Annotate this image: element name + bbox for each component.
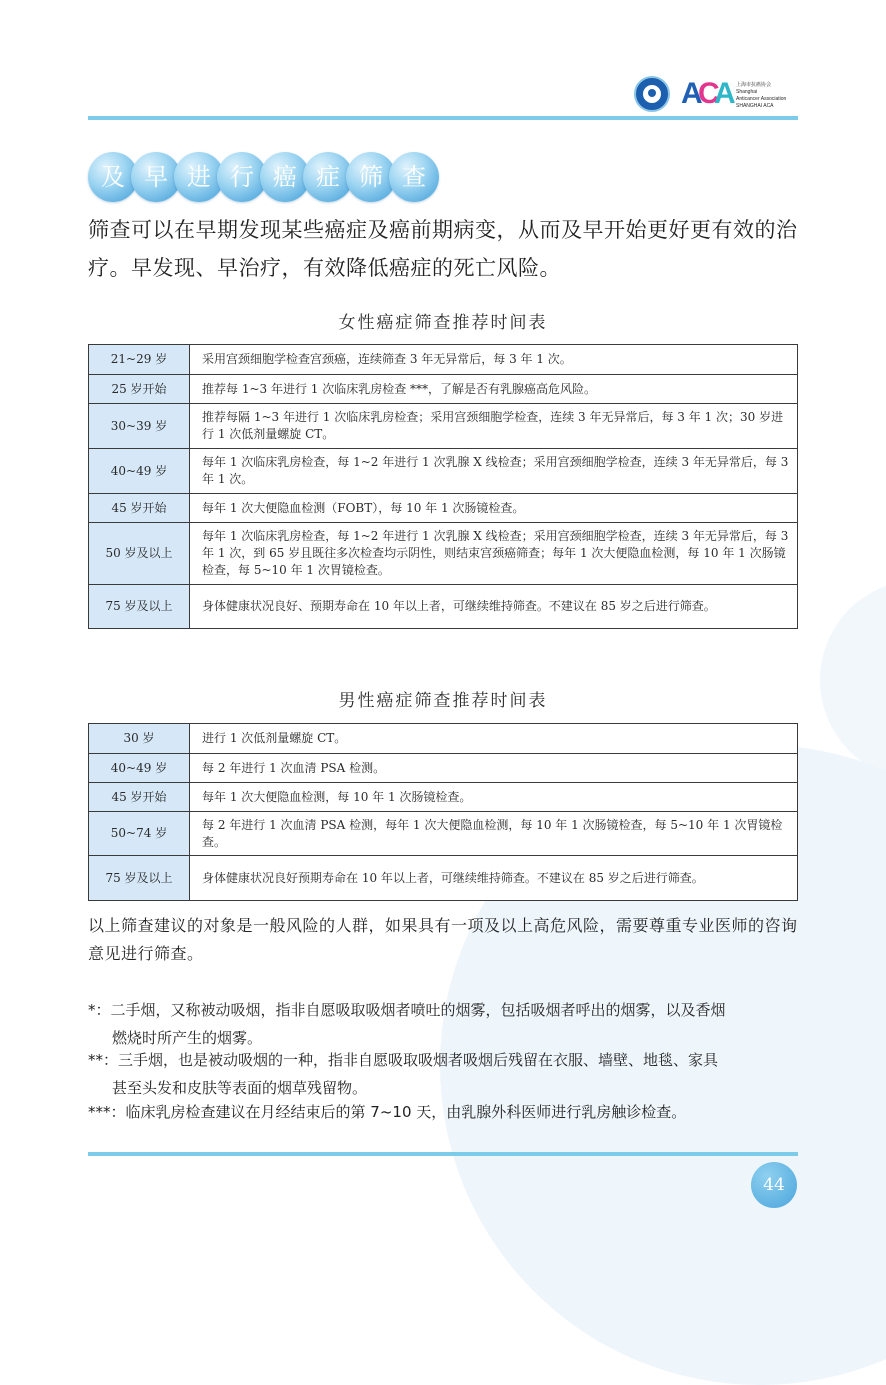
desc-cell: 推荐每隔 1~3 年进行 1 次临床乳房检查；采用宫颈细胞学检查，连续 3 年无异常后，每 3 年 1 次；30 岁进行 1 次低剂量螺旋 CT。 [190, 404, 798, 449]
age-cell: 50 岁及以上 [89, 523, 190, 585]
aca-org-name: 上海市抗癌协会 Shanghai Anticancer Association SHANGHAI ACA [736, 82, 787, 109]
page-number: 44 [751, 1162, 797, 1208]
table-row [89, 375, 798, 404]
table-row [89, 449, 798, 494]
header-divider [88, 116, 798, 120]
desc-cell: 身体健康状况良好预期寿命在 10 年以上者，可继续维持筛查。不建议在 85 岁之后进行筛查。 [190, 856, 798, 901]
desc-cell: 每年 1 次大便隐血检测，每 10 年 1 次肠镜检查。 [190, 783, 798, 812]
table-row [89, 585, 798, 629]
title-char: 癌 [260, 152, 310, 202]
age-cell: 50~74 岁 [89, 812, 190, 856]
title-char: 症 [303, 152, 353, 202]
table-row [89, 856, 798, 901]
intro-paragraph: 筛查可以在早期发现某些癌症及癌前期病变，从而及早开始更好更有效的治疗。早发现、早治疗，有效降低癌症的死亡风险。 [88, 218, 798, 280]
table-row [89, 754, 798, 783]
footnote-2: **：三手烟，也是被动吸烟的一种，指非自愿吸取吸烟者吸烟后残留在衣服、墙壁、地毯、家具 甚至头发和皮肤等表面的烟草残留物。 [88, 1051, 719, 1097]
screening-note: 以上筛查建议的对象是一般风险的人群，如果具有一项及以上高危风险，需要尊重专业医师的咨询意见进行筛查。 [88, 916, 798, 963]
age-cell: 30 岁 [89, 724, 190, 754]
age-cell: 30~39 岁 [89, 404, 190, 449]
footnote-3: ***：临床乳房检查建议在月经结束后的第 7~10 天，由乳腺外科医师进行乳房触诊检查。 [88, 1103, 687, 1121]
table-row [89, 404, 798, 449]
female-screening-table [88, 344, 798, 629]
desc-cell: 身体健康状况良好、预期寿命在 10 年以上者，可继续维持筛查。不建议在 85 岁之后进行筛查。 [190, 585, 798, 629]
footnote-1: *：二手烟，又称被动吸烟，指非自愿吸取吸烟者喷吐的烟雾，包括吸烟者呼出的烟雾，以及香烟 燃烧时所产生的烟雾。 [88, 1001, 726, 1047]
association-logo-icon [634, 76, 670, 112]
table-row [89, 724, 798, 754]
title-char: 进 [174, 152, 224, 202]
desc-cell: 每年 1 次临床乳房检查，每 1~2 年进行 1 次乳腺 X 线检查；采用宫颈细胞学检查，连续 3 年无异常后，每 3 年 1 次。 [190, 449, 798, 494]
table-row [89, 523, 798, 585]
male-screening-table [88, 723, 798, 901]
table-row [89, 783, 798, 812]
age-cell: 25 岁开始 [89, 375, 190, 404]
age-cell: 75 岁及以上 [89, 856, 190, 901]
male-table-caption: 男性癌症筛查推荐时间表 [338, 691, 548, 711]
desc-cell: 每年 1 次临床乳房检查，每 1~2 年进行 1 次乳腺 X 线检查；采用宫颈细胞学检查，连续 3 年无异常后，每 3 年 1 次，到 65 岁且既往多次检查均示阴性，则结束宫颈癌筛查；每年 1 次大便隐血检测，每 10 年 1 次肠镜检查，每 5~10 年 1 次胃镜检查。 [190, 523, 798, 585]
desc-cell: 每 2 年进行 1 次血清 PSA 检测。 [190, 754, 798, 783]
age-cell: 21~29 岁 [89, 345, 190, 375]
desc-cell: 推荐每 1~3 年进行 1 次临床乳房检查 ***，了解是否有乳腺癌高危风险。 [190, 375, 798, 404]
desc-cell: 进行 1 次低剂量螺旋 CT。 [190, 724, 798, 754]
title-char: 早 [131, 152, 181, 202]
age-cell: 45 岁开始 [89, 494, 190, 523]
title-char: 及 [88, 152, 138, 202]
age-cell: 75 岁及以上 [89, 585, 190, 629]
age-cell: 40~49 岁 [89, 449, 190, 494]
desc-cell: 采用宫颈细胞学检查宫颈癌，连续筛查 3 年无异常后，每 3 年 1 次。 [190, 345, 798, 375]
aca-logo: A C A [681, 77, 736, 110]
title-char: 查 [389, 152, 439, 202]
footer-divider [88, 1152, 798, 1156]
table-row [89, 494, 798, 523]
age-cell: 45 岁开始 [89, 783, 190, 812]
background-decor-circle-small [820, 580, 886, 780]
title-char: 行 [217, 152, 267, 202]
table-row [89, 345, 798, 375]
age-cell: 40~49 岁 [89, 754, 190, 783]
desc-cell: 每年 1 次大便隐血检测（FOBT），每 10 年 1 次肠镜检查。 [190, 494, 798, 523]
title-char: 筛 [346, 152, 396, 202]
table-row [89, 812, 798, 856]
female-table-caption: 女性癌症筛查推荐时间表 [338, 313, 548, 333]
desc-cell: 每 2 年进行 1 次血清 PSA 检测，每年 1 次大便隐血检测，每 10 年 1 次肠镜检查，每 5~10 年 1 次胃镜检查。 [190, 812, 798, 856]
